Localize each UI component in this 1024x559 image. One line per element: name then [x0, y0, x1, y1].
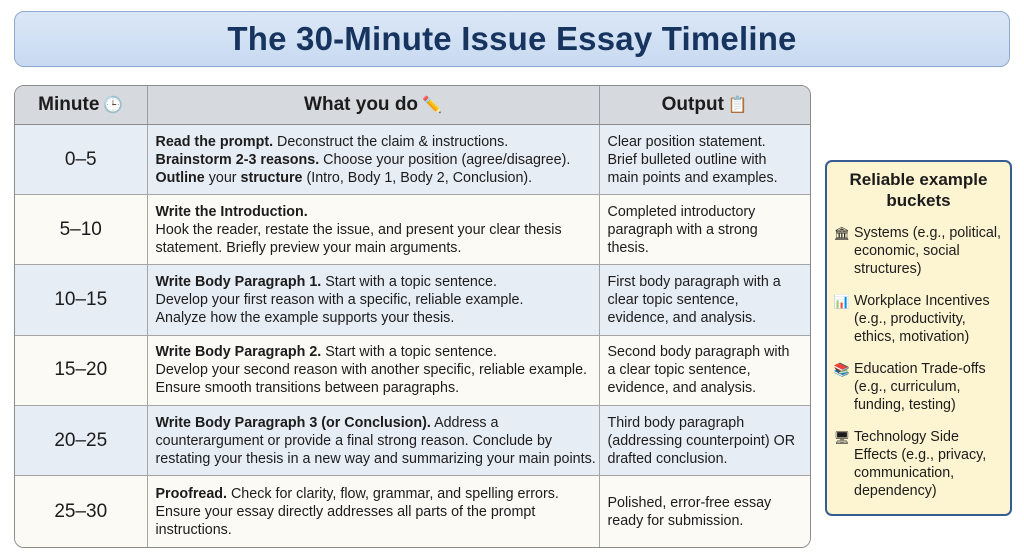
- task-emphasis: Brainstorm 2-3 reasons.: [155, 151, 320, 168]
- task-emphasis: Proofread.: [155, 485, 227, 502]
- pencil-icon: ✏️: [422, 97, 442, 114]
- bucket-item: [833, 224, 1009, 278]
- bucket-line: Systems (e.g., political,: [854, 225, 1001, 241]
- minute-cell: 5–10: [15, 195, 147, 265]
- timeline-table: [14, 85, 811, 548]
- task-line: [156, 239, 591, 257]
- minute-cell: 10–15: [15, 265, 147, 335]
- task-emphasis: structure: [240, 169, 303, 186]
- task-text: Address a: [430, 414, 499, 431]
- task-emphasis: Write the Introduction.: [155, 203, 308, 220]
- task-emphasis: Write Body Paragraph 2.: [155, 344, 322, 361]
- output-cell: [599, 405, 810, 475]
- task-text: Ensure your essay directly addresses all parts of the prompt: [155, 503, 536, 520]
- task-text: statement. Briefly preview your main arguments.: [155, 239, 462, 256]
- output-line: paragraph with a strong: [607, 221, 758, 238]
- task-cell: [147, 265, 599, 335]
- output-line: Completed introductory: [607, 203, 756, 220]
- title-banner: [14, 11, 1010, 67]
- output-line: drafted conclusion.: [607, 450, 728, 467]
- task-line: [156, 309, 591, 327]
- task-text: Develop your first reason with a specific, reliable example.: [155, 292, 524, 309]
- task-line: [156, 203, 591, 221]
- task-line: [156, 521, 591, 539]
- task-line: [156, 432, 591, 450]
- output-cell: [599, 476, 810, 547]
- task-text: Analyze how the example supports your thesis.: [155, 310, 455, 327]
- task-cell: [147, 195, 599, 265]
- output-line: main points and examples.: [607, 169, 778, 186]
- task-text: Choose your position (agree/disagree).: [319, 151, 571, 168]
- task-cell: [147, 125, 599, 195]
- task-line: [156, 151, 591, 169]
- bucket-line: funding, testing): [854, 397, 956, 413]
- task-text: Develop your second reason with another specific, reliable example.: [155, 362, 588, 379]
- task-text: instructions.: [155, 521, 232, 538]
- table-row: [15, 476, 810, 547]
- task-text: Ensure smooth transitions between paragraphs.: [155, 380, 460, 397]
- bucket-line: (e.g., curriculum,: [854, 379, 961, 395]
- output-cell: [599, 195, 810, 265]
- bucket-text: [854, 292, 1009, 346]
- computer-icon: 🖥: [833, 430, 851, 445]
- output-line: (addressing counterpoint) OR: [607, 432, 796, 449]
- task-text: Start with a topic sentence.: [321, 344, 497, 361]
- output-line: ready for submission.: [607, 512, 744, 529]
- table-row: [15, 335, 810, 405]
- task-line: [156, 379, 591, 397]
- output-line: Clear position statement.: [607, 133, 766, 150]
- institution-icon: 🏛: [833, 226, 851, 241]
- task-text: your: [204, 169, 241, 186]
- task-text: restating your thesis in a new way and summarizing your main points.: [155, 450, 596, 467]
- bucket-line: Workplace Incentives: [854, 293, 990, 309]
- output-line: evidence, and analysis.: [607, 380, 757, 397]
- bucket-line: economic, social: [854, 243, 960, 259]
- bucket-line: Effects (e.g., privacy,: [854, 447, 987, 463]
- task-line: [155, 450, 596, 468]
- output-cell: [599, 125, 810, 195]
- task-text: Start with a topic sentence.: [321, 274, 497, 291]
- bucket-line: structures): [854, 261, 922, 277]
- task-line: [156, 485, 591, 503]
- header-output: Output 📋: [599, 86, 810, 125]
- task-line: [156, 503, 591, 521]
- task-line: [156, 343, 591, 361]
- task-emphasis: Outline: [155, 169, 205, 186]
- table-header-row: [15, 86, 810, 125]
- task-line: [156, 414, 591, 432]
- bucket-text: [854, 360, 1009, 414]
- bucket-line: ethics, motivation): [854, 329, 970, 345]
- output-line: thesis.: [607, 239, 649, 256]
- table-row: [15, 125, 810, 195]
- task-text: Deconstruct the claim & instructions.: [273, 133, 509, 150]
- output-line: Third body paragraph: [607, 414, 745, 431]
- table-row: [15, 405, 810, 475]
- task-emphasis: Write Body Paragraph 1.: [155, 274, 322, 291]
- output-line: evidence, and analysis.: [607, 310, 757, 327]
- task-emphasis: Write Body Paragraph 3 (or Conclusion).: [155, 414, 431, 431]
- task-text: counterargument or provide a final strong reason. Conclude by: [155, 432, 553, 449]
- bucket-item: [833, 292, 1009, 346]
- task-line: [156, 169, 591, 187]
- bucket-text: [854, 428, 1009, 500]
- output-line: clear topic sentence,: [607, 292, 739, 309]
- task-line: [156, 361, 591, 379]
- output-line: First body paragraph with a: [607, 274, 781, 291]
- output-cell: [599, 265, 810, 335]
- books-icon: 📚: [833, 362, 851, 377]
- header-what-you-do: What you do ✏️: [147, 86, 599, 125]
- bucket-line: dependency): [854, 483, 937, 499]
- output-line: Polished, error-free essay: [607, 494, 772, 511]
- table-row: [15, 195, 810, 265]
- bucket-text: [854, 224, 1009, 278]
- task-line: [156, 291, 591, 309]
- task-line: [156, 273, 591, 291]
- bucket-item: [833, 360, 1009, 414]
- minute-cell: 15–20: [15, 335, 147, 405]
- minute-cell: 0–5: [15, 125, 147, 195]
- bar-chart-icon: 📊: [833, 294, 851, 309]
- task-text: (Intro, Body 1, Body 2, Conclusion).: [302, 169, 533, 186]
- minute-cell: 20–25: [15, 405, 147, 475]
- task-line: [156, 221, 591, 239]
- task-line: [156, 133, 591, 151]
- panel-title: Reliable example buckets: [849, 170, 988, 210]
- clipboard-icon: 📋: [727, 97, 748, 114]
- output-line: Second body paragraph with: [607, 344, 790, 361]
- table-row: [15, 265, 810, 335]
- bucket-line: communication,: [854, 465, 955, 481]
- bucket-line: Education Trade-offs: [854, 361, 986, 377]
- output-cell: [599, 335, 810, 405]
- task-text: Hook the reader, restate the issue, and present your clear thesis: [155, 221, 562, 238]
- output-line: Brief bulleted outline with: [607, 151, 767, 168]
- task-text: Check for clarity, flow, grammar, and spelling errors.: [227, 485, 559, 502]
- bucket-line: (e.g., productivity,: [854, 311, 966, 327]
- bucket-item: [833, 428, 1009, 500]
- page-title: The 30-Minute Issue Essay Timeline: [227, 20, 797, 57]
- bucket-line: Technology Side: [854, 429, 959, 445]
- header-minute: Minute 🕒: [15, 86, 147, 125]
- task-emphasis: Read the prompt.: [155, 133, 274, 150]
- minute-cell: 25–30: [15, 476, 147, 547]
- task-cell: [147, 405, 599, 475]
- task-cell: [147, 476, 599, 547]
- clock-icon: 🕒: [103, 97, 124, 114]
- task-cell: [147, 335, 599, 405]
- example-buckets-panel: [825, 160, 1012, 516]
- output-line: a clear topic sentence,: [607, 362, 751, 379]
